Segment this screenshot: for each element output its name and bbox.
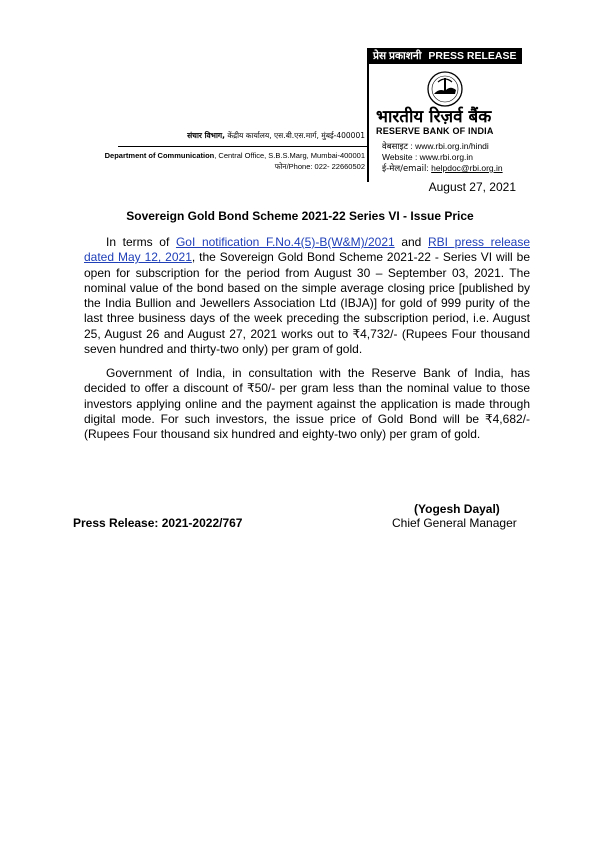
signatory-title: Chief General Manager [392,516,517,530]
header-horizontal-divider [118,146,367,147]
document-title: Sovereign Gold Bond Scheme 2021-22 Series VI - Issue Price [126,209,474,223]
department-phone: फोन/Phone: 022- 22660502 [274,162,365,171]
bank-name-english: RESERVE BANK OF INDIA [376,126,494,136]
bank-name-hindi: भारतीय रिज़र्व बैंक [376,107,492,127]
goi-notification-link[interactable]: GoI notification F.No.4(5)-B(W&M)/2021 [175,235,395,249]
header-vertical-divider [367,48,369,182]
department-address-english: Department of Communication, Central Office, S.B.S.Marg, Mumbai-400001 [104,151,365,160]
badge-hindi: प्रेस प्रकाशनी [373,50,422,62]
department-address-hindi: संचार विभाग, केंद्रीय कार्यालय, एस.बी.एस.मार्ग, मुंबई-400001 [187,131,365,140]
paragraph-2: Government of India, in consultation with the Reserve Bank of India, has decided to offer a discount of ₹50/- per gram less than the nominal value to those investors applying online and the payment against the application is made through digital mode. For such investors, the issue price of Gold Bond will be ₹4,682/- (Rupees Four thousand six hundred and eighty-two only) per gram of gold. [84,366,530,442]
signatory-name: (Yogesh Dayal) [414,502,500,516]
email[interactable]: ई-मेल/email: helpdoc@rbi.org.in [382,163,503,174]
rbi-emblem-icon [425,70,465,108]
release-date: August 27, 2021 [428,180,516,194]
press-release-number: Press Release: 2021-2022/767 [73,516,243,530]
press-release-badge [367,48,522,64]
rbi-press-release-link[interactable]: RBI press release dated May 12, 2021 [84,235,530,265]
email-link[interactable]: helpdoc@rbi.org.in [431,163,503,173]
hindi-website[interactable]: वेबसाइट : www.rbi.org.in/hindi [382,141,489,152]
paragraph-1: In terms of GoI notification F.No.4(5)-B(W&M)/2021 and RBI press release dated May 12, 2021, the Sovereign Gold Bond Scheme 2021-22 - Series VI will be open for subscription for the period from August 30 – September 03, 2021. The nominal value of the bond based on the simple average closing price [published by the India Bullion and Jewellers Association Ltd (IBJA)] for gold of 999 purity of the last three business days of the week preceding the subscription period, i.e. August 25, August 26 and August 27, 2021 works out to ₹4,732/- (Rupees Four thousand seven hundred and thirty-two only) per gram of gold. [84,235,531,357]
website[interactable]: Website : www.rbi.org.in [382,152,474,162]
badge-english: PRESS RELEASE [428,50,517,62]
